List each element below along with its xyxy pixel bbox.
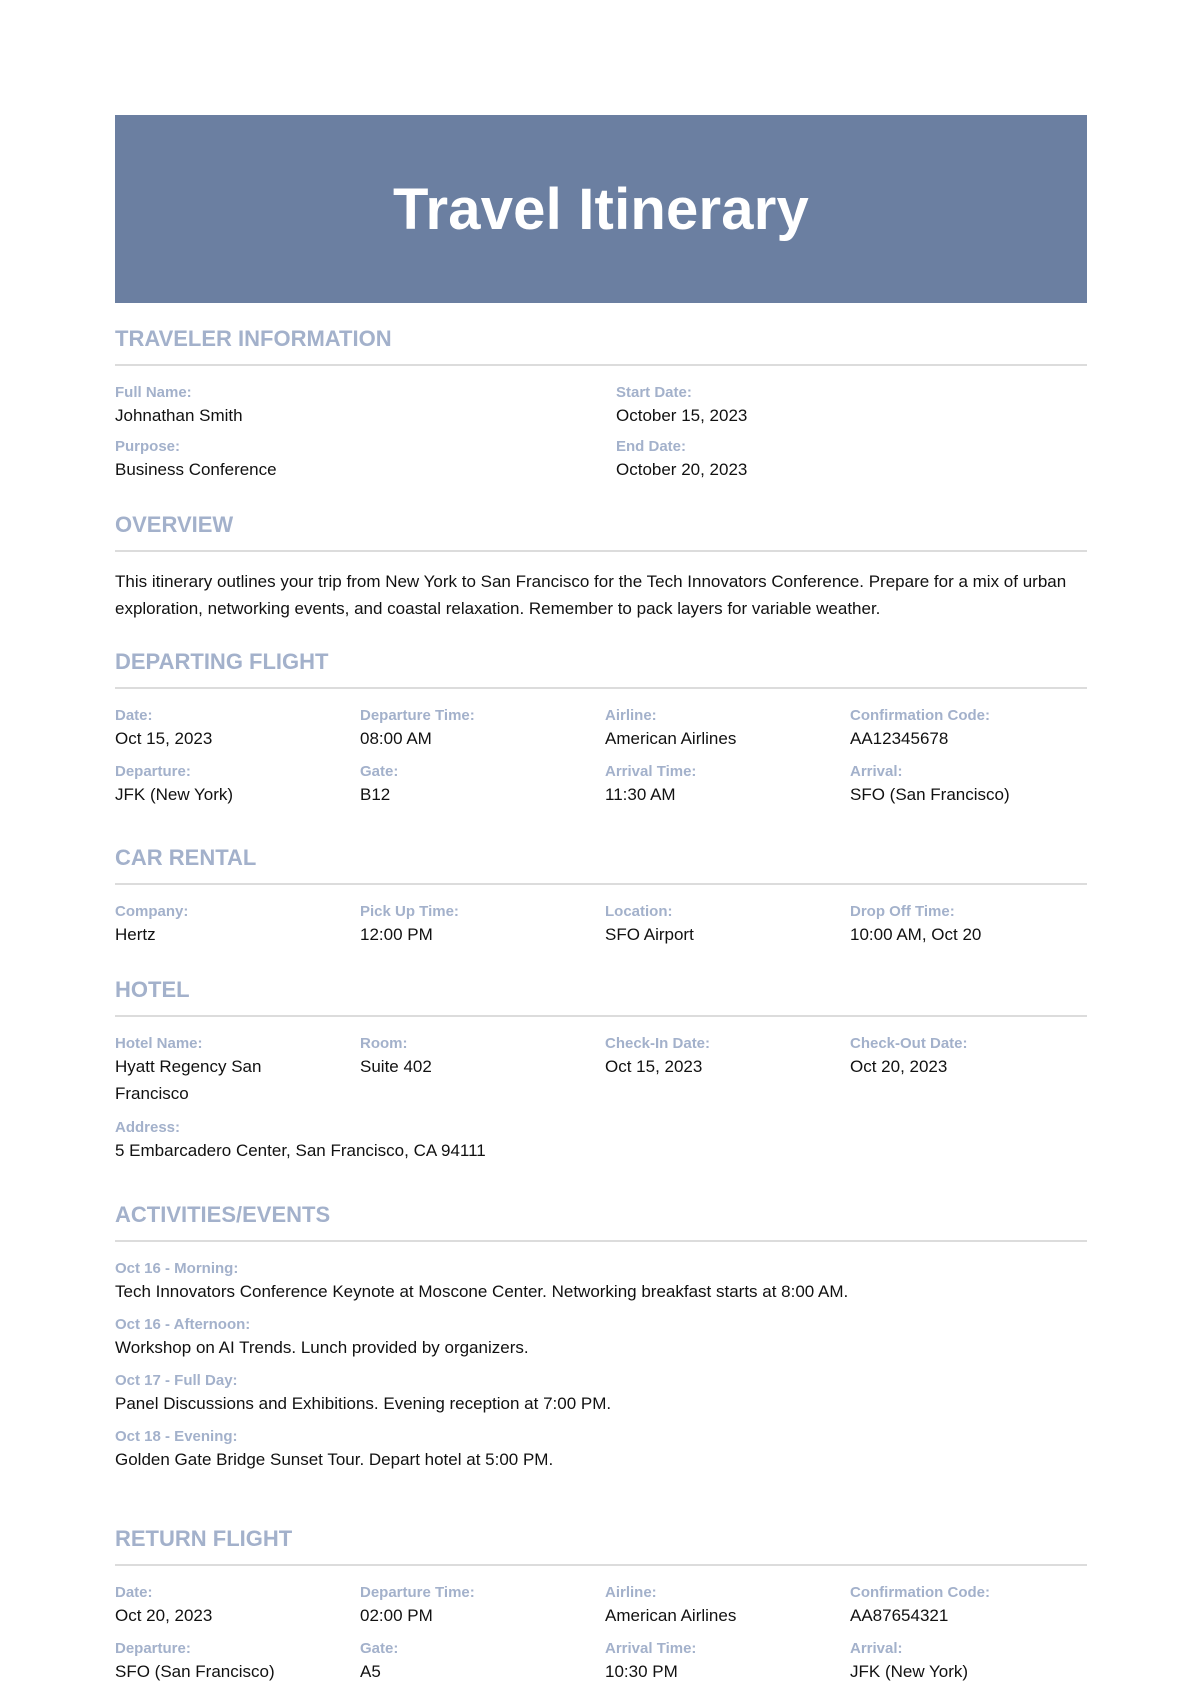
field-value: SFO (San Francisco) xyxy=(850,785,1010,804)
field-label: Departure: xyxy=(115,1640,191,1657)
field-start-date xyxy=(616,384,1087,429)
car-rental-fields xyxy=(115,903,1087,948)
section-heading: DEPARTING FLIGHT xyxy=(115,649,329,674)
field-departure-time xyxy=(360,707,605,752)
activity-description: Tech Innovators Conference Keynote at Moscone Center. Networking breakfast starts at 8:00 AM. xyxy=(115,1282,849,1301)
page-title: Travel Itinerary xyxy=(393,176,809,242)
traveler-fields xyxy=(115,384,1087,483)
field-value: American Airlines xyxy=(605,729,737,748)
field-departure xyxy=(115,763,360,808)
field-purpose xyxy=(115,438,616,483)
activity-description: Workshop on AI Trends. Lunch provided by organizers. xyxy=(115,1338,529,1357)
activity-description: Golden Gate Bridge Sunset Tour. Depart hotel at 5:00 PM. xyxy=(115,1450,554,1469)
field-label: Purpose: xyxy=(115,438,181,455)
field-value: October 15, 2023 xyxy=(616,406,748,425)
field-full-name xyxy=(115,384,616,429)
field-label: Drop Off Time: xyxy=(850,903,955,920)
title-banner xyxy=(115,115,1087,303)
field-label: Airline: xyxy=(605,707,657,724)
section-heading: CAR RENTAL xyxy=(115,845,257,870)
field-gate xyxy=(360,763,605,808)
field-label: Arrival Time: xyxy=(605,1640,697,1657)
field-value: AA12345678 xyxy=(850,729,949,748)
field-label: Date: xyxy=(115,707,153,724)
field-label: Company: xyxy=(115,903,189,920)
field-value: SFO Airport xyxy=(605,925,694,944)
field-label: Departure Time: xyxy=(360,707,475,724)
field-date xyxy=(115,707,360,752)
field-label: Arrival: xyxy=(850,1640,903,1657)
divider xyxy=(115,550,1087,552)
activity-item xyxy=(115,1260,1087,1305)
field-label: Full Name: xyxy=(115,384,192,401)
field-label: Airline: xyxy=(605,1584,657,1601)
field-value: Suite 402 xyxy=(360,1057,432,1076)
activity-label: Oct 18 - Evening: xyxy=(115,1428,238,1445)
field-value: Johnathan Smith xyxy=(115,406,243,425)
field-label: Address: xyxy=(115,1119,181,1136)
divider xyxy=(115,1564,1087,1566)
field-date xyxy=(115,1584,360,1629)
activity-label: Oct 16 - Afternoon: xyxy=(115,1316,251,1333)
divider xyxy=(115,1015,1087,1017)
field-location xyxy=(605,903,850,948)
section-heading: RETURN FLIGHT xyxy=(115,1526,293,1551)
field-airline xyxy=(605,1584,850,1629)
field-arrival xyxy=(850,763,1087,808)
field-value: A5 xyxy=(360,1662,381,1681)
section-heading: HOTEL xyxy=(115,977,190,1002)
field-value: 02:00 PM xyxy=(360,1606,433,1625)
field-label: Arrival: xyxy=(850,763,903,780)
field-value: 10:00 AM, Oct 20 xyxy=(850,925,982,944)
field-value: JFK (New York) xyxy=(115,785,234,804)
field-value: 5 Embarcadero Center, San Francisco, CA 94111 xyxy=(115,1141,486,1160)
field-check-in-date xyxy=(605,1035,850,1107)
field-value: Hyatt Regency San Francisco xyxy=(115,1057,262,1103)
activities-list xyxy=(115,1260,1087,1473)
field-value: 12:00 PM xyxy=(360,925,433,944)
field-departure-time xyxy=(360,1584,605,1629)
field-value: American Airlines xyxy=(605,1606,737,1625)
divider xyxy=(115,364,1087,366)
field-label: Gate: xyxy=(360,763,399,780)
divider xyxy=(115,1240,1087,1242)
field-value: Oct 20, 2023 xyxy=(850,1057,948,1076)
divider xyxy=(115,687,1087,689)
activity-item xyxy=(115,1372,1087,1417)
field-arrival-time xyxy=(605,1640,850,1685)
field-drop-off-time xyxy=(850,903,1087,948)
field-value: 11:30 AM xyxy=(605,785,676,804)
field-label: Start Date: xyxy=(616,384,692,401)
section-heading: OVERVIEW xyxy=(115,512,234,537)
field-label: Departure: xyxy=(115,763,191,780)
field-arrival-time xyxy=(605,763,850,808)
field-value: 08:00 AM xyxy=(360,729,432,748)
field-end-date xyxy=(616,438,1087,483)
field-label: Location: xyxy=(605,903,673,920)
departing-flight-fields xyxy=(115,707,1087,808)
car-rental-section xyxy=(115,845,1087,948)
hotel-section xyxy=(115,977,1087,1164)
field-confirmation-code xyxy=(850,1584,1087,1629)
field-airline xyxy=(605,707,850,752)
return-flight-section xyxy=(115,1526,1087,1685)
field-hotel-name xyxy=(115,1035,360,1107)
field-label: Check-In Date: xyxy=(605,1035,711,1052)
field-label: Departure Time: xyxy=(360,1584,475,1601)
activity-item xyxy=(115,1316,1087,1361)
section-heading: ACTIVITIES/EVENTS xyxy=(115,1202,331,1227)
field-room xyxy=(360,1035,605,1107)
field-value: SFO (San Francisco) xyxy=(115,1662,275,1681)
activity-label: Oct 16 - Morning: xyxy=(115,1260,239,1277)
field-label: Date: xyxy=(115,1584,153,1601)
field-address xyxy=(115,1119,1087,1164)
hotel-fields xyxy=(115,1035,1087,1107)
field-value: JFK (New York) xyxy=(850,1662,969,1681)
field-value: Business Conference xyxy=(115,460,277,479)
field-label: Arrival Time: xyxy=(605,763,697,780)
traveler-section xyxy=(115,326,1087,483)
field-value: Hertz xyxy=(115,925,156,944)
field-check-out-date xyxy=(850,1035,1087,1107)
field-label: Gate: xyxy=(360,1640,399,1657)
field-gate xyxy=(360,1640,605,1685)
divider xyxy=(115,883,1087,885)
section-heading: TRAVELER INFORMATION xyxy=(115,326,392,351)
field-label: Hotel Name: xyxy=(115,1035,203,1052)
departing-flight-section xyxy=(115,649,1087,808)
field-label: Confirmation Code: xyxy=(850,1584,990,1601)
field-label: Confirmation Code: xyxy=(850,707,990,724)
return-flight-fields xyxy=(115,1584,1087,1685)
activities-section xyxy=(115,1202,1087,1473)
field-arrival xyxy=(850,1640,1087,1685)
overview-section xyxy=(115,512,1087,622)
field-label: End Date: xyxy=(616,438,687,455)
field-departure xyxy=(115,1640,360,1685)
field-value: Oct 20, 2023 xyxy=(115,1606,213,1625)
field-value: 10:30 PM xyxy=(605,1662,678,1681)
activity-label: Oct 17 - Full Day: xyxy=(115,1372,238,1389)
activity-description: Panel Discussions and Exhibitions. Evening reception at 7:00 PM. xyxy=(115,1394,612,1413)
field-value: Oct 15, 2023 xyxy=(605,1057,703,1076)
field-label: Pick Up Time: xyxy=(360,903,459,920)
field-value: AA87654321 xyxy=(850,1606,949,1625)
field-value: B12 xyxy=(360,785,391,804)
field-confirmation-code xyxy=(850,707,1087,752)
field-pick-up-time xyxy=(360,903,605,948)
field-value: October 20, 2023 xyxy=(616,460,748,479)
field-value: Oct 15, 2023 xyxy=(115,729,213,748)
overview-text: This itinerary outlines your trip from New York to San Francisco for the Tech Innovators Conference. Prepare for a mix of urban exploration, networking events, and coastal relaxation. Remember to pack layers for variable weather. xyxy=(115,572,1067,618)
field-label: Check-Out Date: xyxy=(850,1035,968,1052)
field-label: Room: xyxy=(360,1035,408,1052)
field-company xyxy=(115,903,360,948)
activity-item xyxy=(115,1428,1087,1473)
